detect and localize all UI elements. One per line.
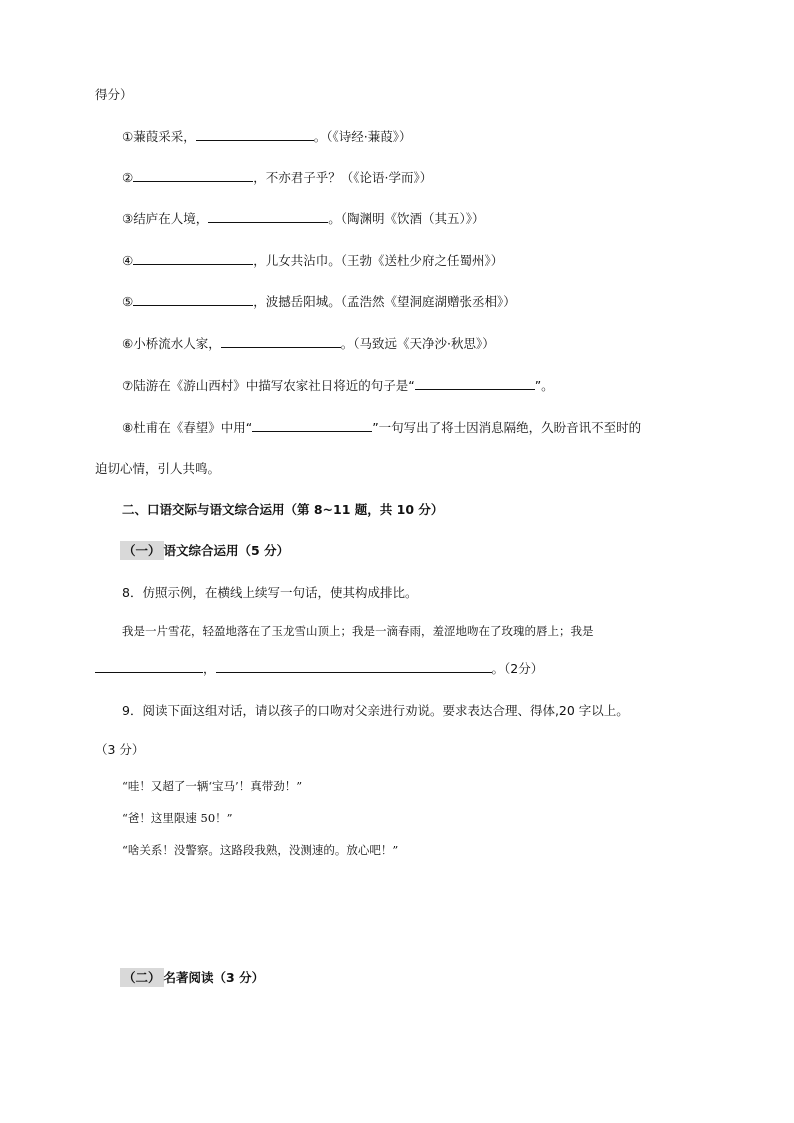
continued-text: 得分） xyxy=(95,87,133,102)
poem-item-8-post: ”一句写出了将士因消息隔绝，久盼音讯不至时的 xyxy=(372,420,642,435)
question-8-example: 我是一片雪花，轻盈地落在了玉龙雪山顶上；我是一滴春雨，羞涩地吻在了玫瑰的唇上；我是 xyxy=(122,624,594,638)
poem-item-6 xyxy=(122,335,495,352)
subsection-2-heading xyxy=(120,970,264,986)
poem-item-3-pre: ③结庐在人境， xyxy=(122,211,209,226)
poem-item-7-post: ”。 xyxy=(534,378,554,393)
question-8-separator: ， xyxy=(203,661,216,676)
question-9-prompt: 9．阅读下面这组对话，请以孩子的口吻对父亲进行劝说。要求表达合理、得体,20 字以上。 xyxy=(122,703,629,718)
answer-blank-5[interactable] xyxy=(133,293,253,306)
poem-item-5-pre: ⑤ xyxy=(122,294,134,309)
question-9-score: （3 分） xyxy=(95,742,145,757)
poem-item-4-post: ，儿女共沾巾。（王勃《送杜少府之任蜀州》） xyxy=(253,253,504,268)
dialogue-line-2: “爸！这里限速 50！” xyxy=(122,811,233,825)
poem-item-7 xyxy=(122,377,554,394)
subsection-1-heading xyxy=(120,543,289,559)
poem-item-4 xyxy=(122,252,503,269)
dialogue-line-3: “啥关系！没警察。这路段我熟，没测速的。放心吧！” xyxy=(122,843,399,857)
poem-item-6-post: 。（马致远《天净沙·秋思》） xyxy=(340,336,495,351)
question-8-prompt: 8．仿照示例，在横线上续写一句话，使其构成排比。 xyxy=(122,585,418,600)
answer-blank-9b[interactable] xyxy=(216,660,492,673)
answer-blank-8[interactable] xyxy=(252,419,372,432)
poem-item-7-pre: ⑦陆游在《游山西村》中描写农家社日将近的句子是“ xyxy=(122,378,415,393)
question-8-answer-line xyxy=(95,660,543,677)
dialogue-line-1: “哇！又超了一辆‘宝马’！真带劲！” xyxy=(122,779,303,793)
poem-item-1-pre: ①蒹葭采采， xyxy=(122,129,196,144)
subsection-1-number: （一） xyxy=(120,541,164,560)
poem-item-8-continued: 迫切心情，引人共鸣。 xyxy=(95,461,221,476)
answer-blank-2[interactable] xyxy=(133,169,253,182)
answer-blank-4[interactable] xyxy=(133,252,253,265)
poem-item-1-post: 。（《诗经·蒹葭》） xyxy=(313,129,412,144)
poem-item-2-post: ，不亦君子乎？（《论语·学而》） xyxy=(253,170,433,185)
subsection-1-title: 语文综合运用（5 分） xyxy=(163,543,290,558)
poem-item-8 xyxy=(122,419,641,436)
section-2-title: 二、口语交际与语文综合运用（第 8~11 题，共 10 分） xyxy=(122,502,444,517)
subsection-2-title: 名著阅读（3 分） xyxy=(163,970,265,985)
poem-item-4-pre: ④ xyxy=(122,253,134,268)
poem-item-5 xyxy=(122,293,516,310)
poem-item-1 xyxy=(122,128,411,145)
poem-item-5-post: ，波撼岳阳城。（孟浩然《望洞庭湖赠张丞相》） xyxy=(253,294,516,309)
poem-item-3 xyxy=(122,210,484,227)
poem-item-8-pre: ⑧杜甫在《春望》中用“ xyxy=(122,420,253,435)
answer-blank-9a[interactable] xyxy=(95,660,203,673)
subsection-2-number: （二） xyxy=(120,968,164,987)
poem-item-3-post: 。（陶渊明《饮酒（其五）》） xyxy=(328,211,485,226)
answer-blank-1[interactable] xyxy=(196,128,314,141)
answer-blank-7[interactable] xyxy=(415,377,535,390)
question-8-score: 。（2分） xyxy=(491,661,544,676)
answer-blank-3[interactable] xyxy=(208,210,328,223)
poem-item-6-pre: ⑥小桥流水人家， xyxy=(122,336,221,351)
poem-item-2 xyxy=(122,169,432,186)
poem-item-2-pre: ② xyxy=(122,170,134,185)
answer-blank-6[interactable] xyxy=(221,335,341,348)
